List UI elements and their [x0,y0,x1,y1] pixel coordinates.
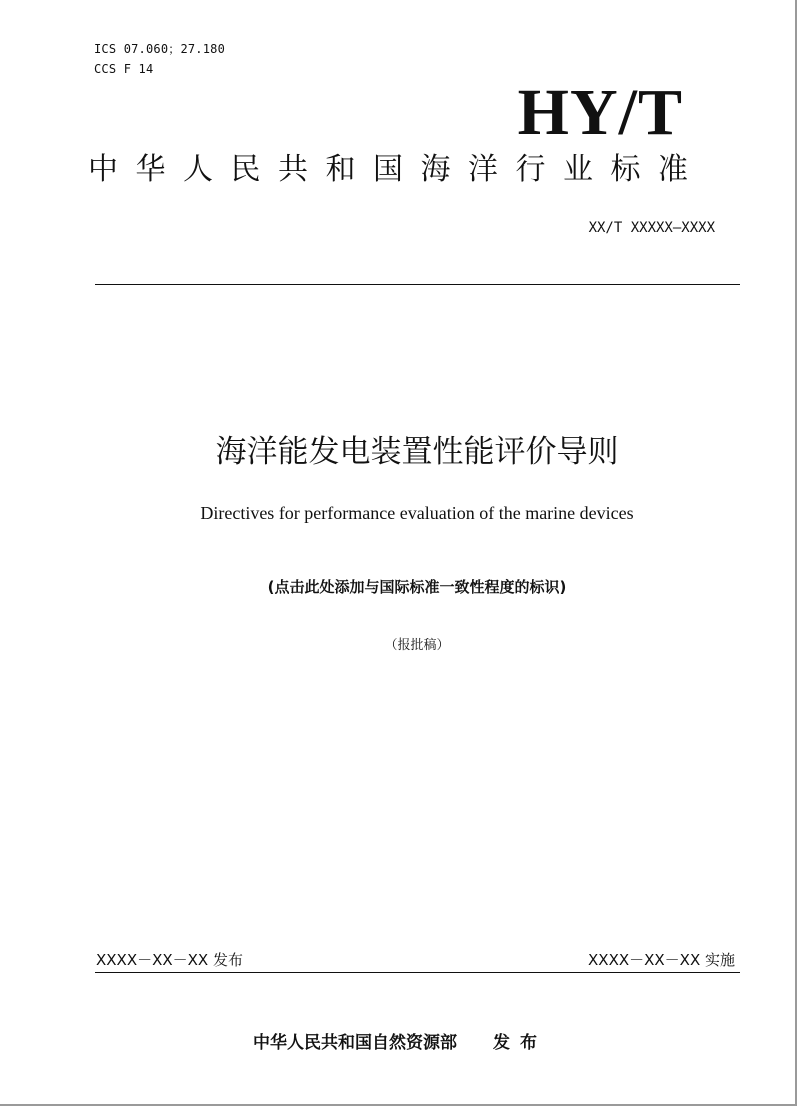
issuing-authority [0,1028,800,1053]
ccs-code: CCS F 14 [94,62,154,76]
document-title-en: Directives for performance evaluation of the marine devices [200,503,634,523]
bottom-divider [95,972,740,973]
implementation-date: XXXX－XX－XX 实施 [588,951,735,969]
ics-code: ICS 07.060；27.180 [94,42,225,56]
issuer-name: 中华人民共和国自然资源部 [253,1033,457,1053]
draft-stage-label: （报批稿） [384,638,450,653]
issue-date: XXXX－XX－XX 发布 [96,951,243,969]
conformity-note[interactable]: (点击此处添加与国际标准一致性程度的标识) [267,578,567,596]
issue-word: 发布 [493,1033,547,1053]
document-title-cn: 海洋能发电装置性能评价导则 [215,434,619,470]
standard-brand-code: HY/T [517,76,683,149]
standard-type-title: 中华人民共和国海洋行业标准 [88,152,706,187]
standard-number: XX/T XXXXX—XXXX [588,220,715,236]
top-divider [95,284,740,285]
